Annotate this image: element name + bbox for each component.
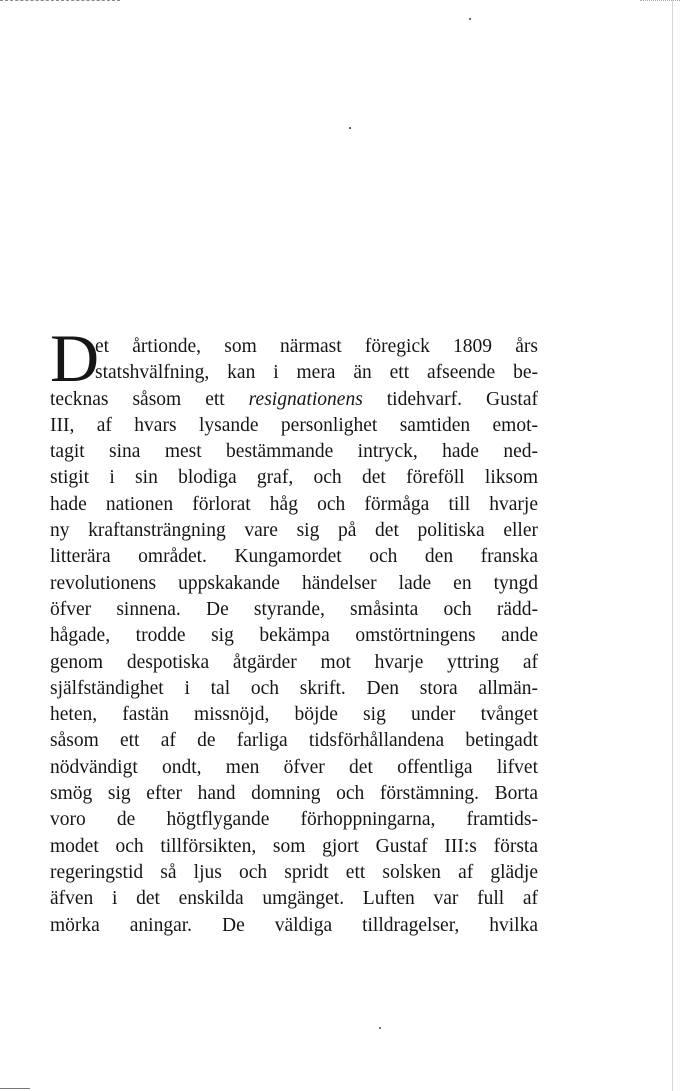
body-paragraph (50, 334, 538, 939)
text-line: själfständighet i tal och skrift. Den stora allmän- (50, 677, 538, 699)
text-line: tagit sina mest bestämmande intryck, hade ned- (50, 441, 538, 463)
scan-speck (469, 18, 471, 20)
text-line: modet och tillförsikten, som gjort Gustaf III:s första (50, 835, 538, 857)
text-line: smög sig efter hand domning och förstämning. Borta (50, 783, 538, 805)
scan-speck (379, 1027, 381, 1029)
text-line (50, 387, 538, 413)
italic-term: resignationens (248, 388, 363, 410)
scan-edge-top-right (640, 0, 680, 1)
text-line: III, af hvars lysande personlighet samtiden emot- (50, 414, 538, 436)
text-run: tecknas såsom ett (50, 388, 249, 410)
text-line: hågade, trodde sig bekämpa omstörtningens ande (50, 625, 538, 647)
text-line: ny kraftansträngning vare sig på det politiska eller (50, 520, 538, 542)
text-line: nödvändigt ondt, men öfver det offentliga lifvet (50, 756, 538, 778)
text-line: mörka aningar. De väldiga tilldragelser, hvilka (50, 914, 538, 936)
text-line: revolutionens uppskakande händelser lade en tyngd (50, 572, 538, 594)
text-line: såsom ett af de farliga tidsförhållandena betingadt (50, 730, 538, 752)
text-line: et årtionde, som närmast föregick 1809 års (95, 336, 538, 357)
text-line: voro de högtflygande förhoppningarna, framtids- (50, 809, 538, 831)
text-line: genom despotiska åtgärder mot hvarje yttring af (50, 651, 538, 673)
scan-edge-right (672, 0, 673, 1091)
text-line: statshvälfning, kan i mera än ett afseende be- (95, 362, 538, 384)
text-line: öfver sinnena. De styrande, småsinta och rädd- (50, 598, 538, 620)
scan-edge-top-left (0, 0, 120, 1)
text-line: heten, fastän missnöjd, böjde sig under tvånget (50, 704, 538, 726)
scan-speck (349, 127, 351, 129)
text-line: äfven i det enskilda umgänget. Luften var full af (50, 888, 538, 910)
drop-cap: D (50, 320, 100, 396)
text-line: regeringstid så ljus och spridt ett solsken af glädje (50, 861, 538, 883)
text-line: hade nationen förlorat håg och förmåga till hvarje (50, 493, 538, 515)
text-run: tidehvarf. Gustaf (362, 388, 538, 410)
text-line: stigit i sin blodiga graf, och det föreföll liksom (50, 467, 538, 489)
scan-edge-bottom-left (0, 1088, 30, 1089)
text-line: litterära området. Kungamordet och den franska (50, 546, 538, 568)
